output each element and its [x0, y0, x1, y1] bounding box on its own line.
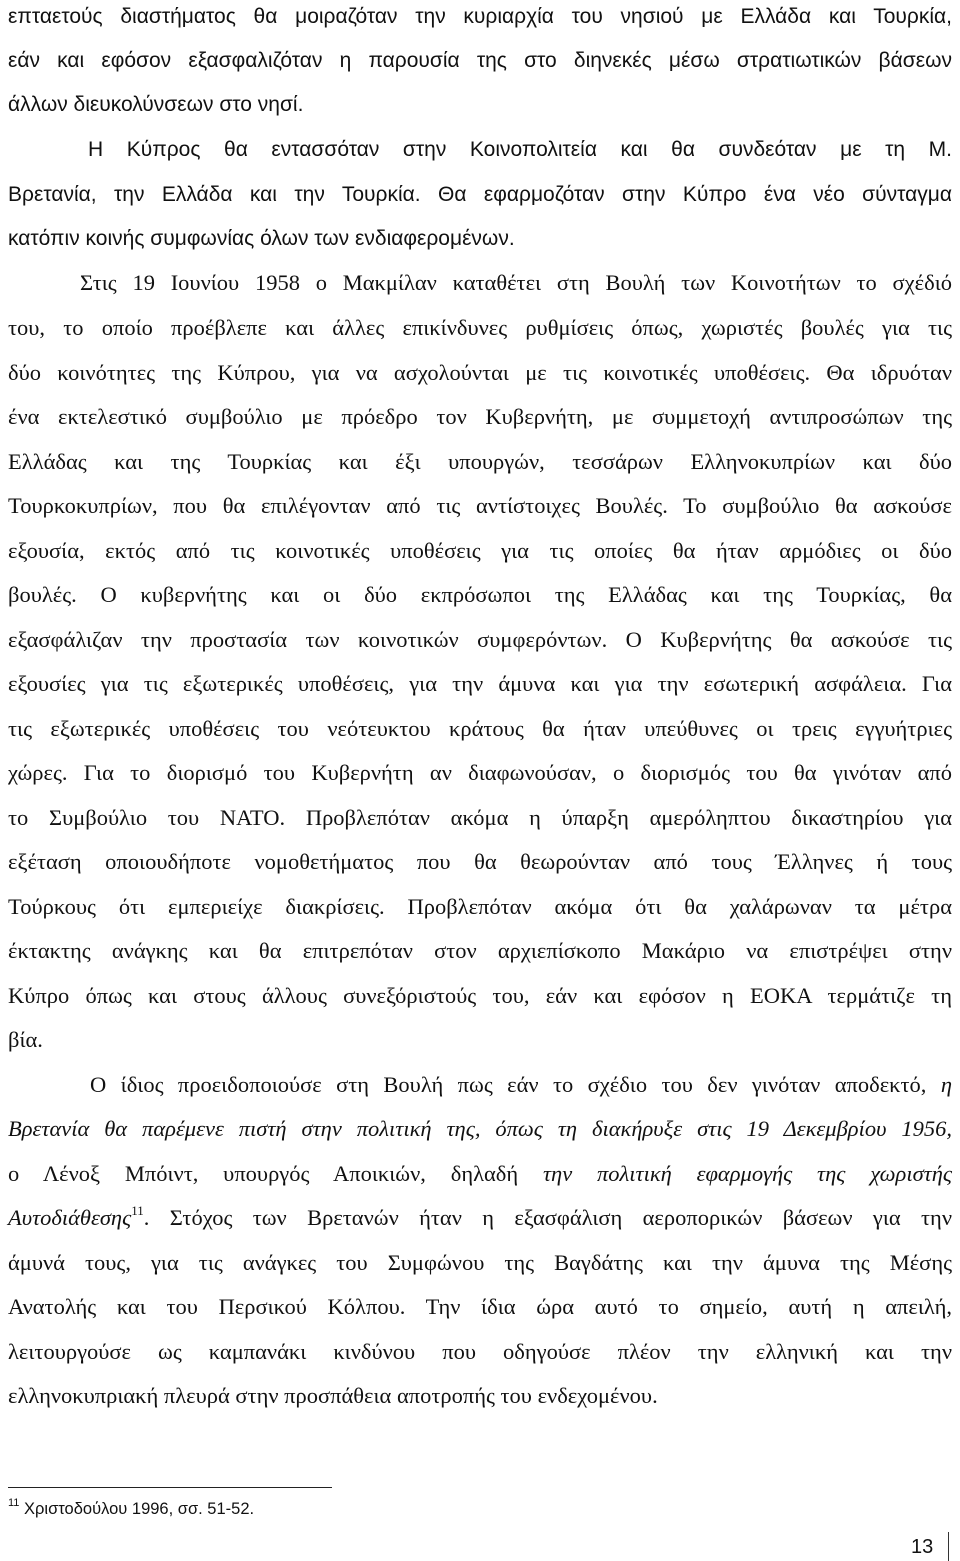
- paragraph-line: [8, 1203, 952, 1230]
- text-line: Η Κύπρος θα εντασσόταν στην Κοινοπολιτεία και θα συνδεόταν με τη Μ.: [88, 138, 952, 161]
- paragraph-line: άμυνά τους, για τις ανάγκες του Συμφώνου της Βαγδάτης και την άμυνα της Μέσης: [8, 1250, 952, 1275]
- paragraph-line: το Συμβούλιο του ΝΑΤΟ. Προβλεπόταν ακόμα η ύπαρξη αμερόληπτου δικαστηρίου για: [8, 805, 952, 830]
- footnote-separator: [8, 1487, 332, 1488]
- paragraph-line: εξασφάλιζαν την προστασία των κοινοτικών συμφερόντων. Ο Κυβερνήτης θα ασκούσε τις: [8, 627, 952, 652]
- paragraph-line: του, το οποίο προέβλεπε και άλλες επικίνδυνες ρυθμίσεις όπως, χωριστές βουλές για τις: [8, 315, 952, 340]
- paragraph-line: εξέταση οποιουδήποτε νομοθετήματος που θα θεωρούνταν από τους Έλληνες ή τους: [8, 849, 952, 874]
- quote-text: Βρετανία θα παρέμενε πιστή στην πολιτική της, όπως τη διακήρυξε στις 19 Δεκεμβρίου 1956,: [8, 1116, 952, 1141]
- paragraph-line: δύο κοινότητες της Κύπρου, για να ασχολούνται με τις κοινοτικές υποθέσεις. Θα ιδρυόταν: [8, 360, 952, 385]
- paragraph-line: λειτουργούσε ως καμπανάκι κινδύνου που οδηγούσε πλέον την ελληνική και την: [8, 1339, 952, 1364]
- paragraph-line: [8, 1163, 952, 1186]
- paragraph-line: εξουσία, εκτός από τις κοινοτικές υποθέσεις για τις οποίες θα ήταν αρμόδιες οι δύο: [8, 538, 952, 563]
- footnote-reference[interactable]: 11: [131, 1203, 144, 1218]
- page-number-divider: [948, 1532, 949, 1561]
- paragraph-line: βουλές. Ο κυβερνήτης και οι δύο εκπρόσωποι της Ελλάδας και της Τουρκίας, θα: [8, 582, 952, 607]
- text-run: ο Λένοξ Μπόιντ, υπουργός Αποικιών, δηλαδή: [8, 1161, 519, 1186]
- quote-text: Αυτοδιάθεσης: [8, 1205, 132, 1230]
- text-line: Βρετανία, την Ελλάδα και την Τουρκία. Θα εφαρμοζόταν στην Κύπρο ένα νέο σύνταγμα: [8, 183, 952, 206]
- paragraph-line: Τούρκους ότι εμπεριείχε διακρίσεις. Προβλεπόταν ακόμα ότι θα χαλάρωναν τα μέτρα: [8, 894, 952, 919]
- paragraph-line: Στις 19 Ιουνίου 1958 ο Μακμίλαν καταθέτει στη Βουλή των Κοινοτήτων το σχέδιό: [80, 270, 952, 295]
- text-line: άλλων διευκολύνσεων στο νησί.: [8, 93, 304, 116]
- paragraph-line: εξουσίες για τις εξωτερικές υποθέσεις, για την άμυνα και για την εσωτερική ασφάλεια. Για: [8, 671, 952, 696]
- paragraph-line: χώρες. Για το διορισμό του Κυβερνήτη αν διαφωνούσαν, ο διορισμός του θα γινόταν από: [8, 760, 952, 785]
- quote-text: την πολιτική εφαρμογής της χωριστής: [542, 1161, 953, 1186]
- paragraph-line: τις εξωτερικές υποθέσεις του νεότευκτου κράτους θα ήταν υπεύθυνες οι τρεις εγγυήτριες: [8, 716, 952, 741]
- paragraph-line: ένα εκτελεστικό συμβούλιο με πρόεδρο τον Κυβερνήτη, με συμμετοχή αντιπροσώπων της: [8, 404, 952, 429]
- paragraph-line: βία.: [8, 1027, 43, 1052]
- footnote-text: Χριστοδούλου 1996, σσ. 51-52.: [24, 1500, 255, 1518]
- paragraph-line: ελληνοκυπριακή πλευρά στην προσπάθεια αποτροπής του ενδεχομένου.: [8, 1383, 658, 1408]
- footnote-number: 11: [8, 1497, 20, 1509]
- text-line: εάν και εφόσον εξασφαλιζόταν η παρουσία της στο διηνεκές μέσω στρατιωτικών βάσεων: [8, 49, 952, 72]
- paragraph-line: Ελλάδας και της Τουρκίας και έξι υπουργών, τεσσάρων Ελληνοκυπρίων και δύο: [8, 449, 952, 474]
- text-run: . Στόχος των Βρετανών ήταν η εξασφάλιση αεροπορικών βάσεων για την: [143, 1205, 952, 1230]
- text-line: επταετούς διαστήματος θα μοιραζόταν την κυριαρχία του νησιού με Ελλάδα και Τουρκία,: [8, 5, 952, 28]
- paragraph-line: [90, 1074, 952, 1097]
- paragraph-line: Τουρκοκυπρίων, που θα επιλέγονταν από τις αντίστοιχες Βουλές. Το συμβούλιο θα ασκούσε: [8, 493, 952, 518]
- text-line: κατόπιν κοινής συμφωνίας όλων των ενδιαφερομένων.: [8, 227, 515, 250]
- paragraph-line: Ανατολής και του Περσικού Κόλπου. Την ίδια ώρα αυτό το σημείο, αυτή η απειλή,: [8, 1294, 952, 1319]
- paragraph-line: έκτακτης ανάγκης και θα επιτρεπόταν στον αρχιεπίσκοπο Μακάριο να επιστρέψει στην: [8, 938, 952, 963]
- page-number: 13: [911, 1536, 934, 1558]
- paragraph-line: [8, 1118, 952, 1141]
- paragraph-line: Κύπρο όπως και στους άλλους συνεξόριστούς του, εάν και εφόσον η ΕΟΚΑ τερμάτιζε τη: [8, 983, 952, 1008]
- text-run: Ο ίδιος προειδοποιούσε στη Βουλή πως εάν το σχέδιο του δεν γινόταν αποδεκτό,: [90, 1072, 927, 1097]
- quote-text: η: [940, 1072, 952, 1097]
- footnote: [8, 1497, 255, 1519]
